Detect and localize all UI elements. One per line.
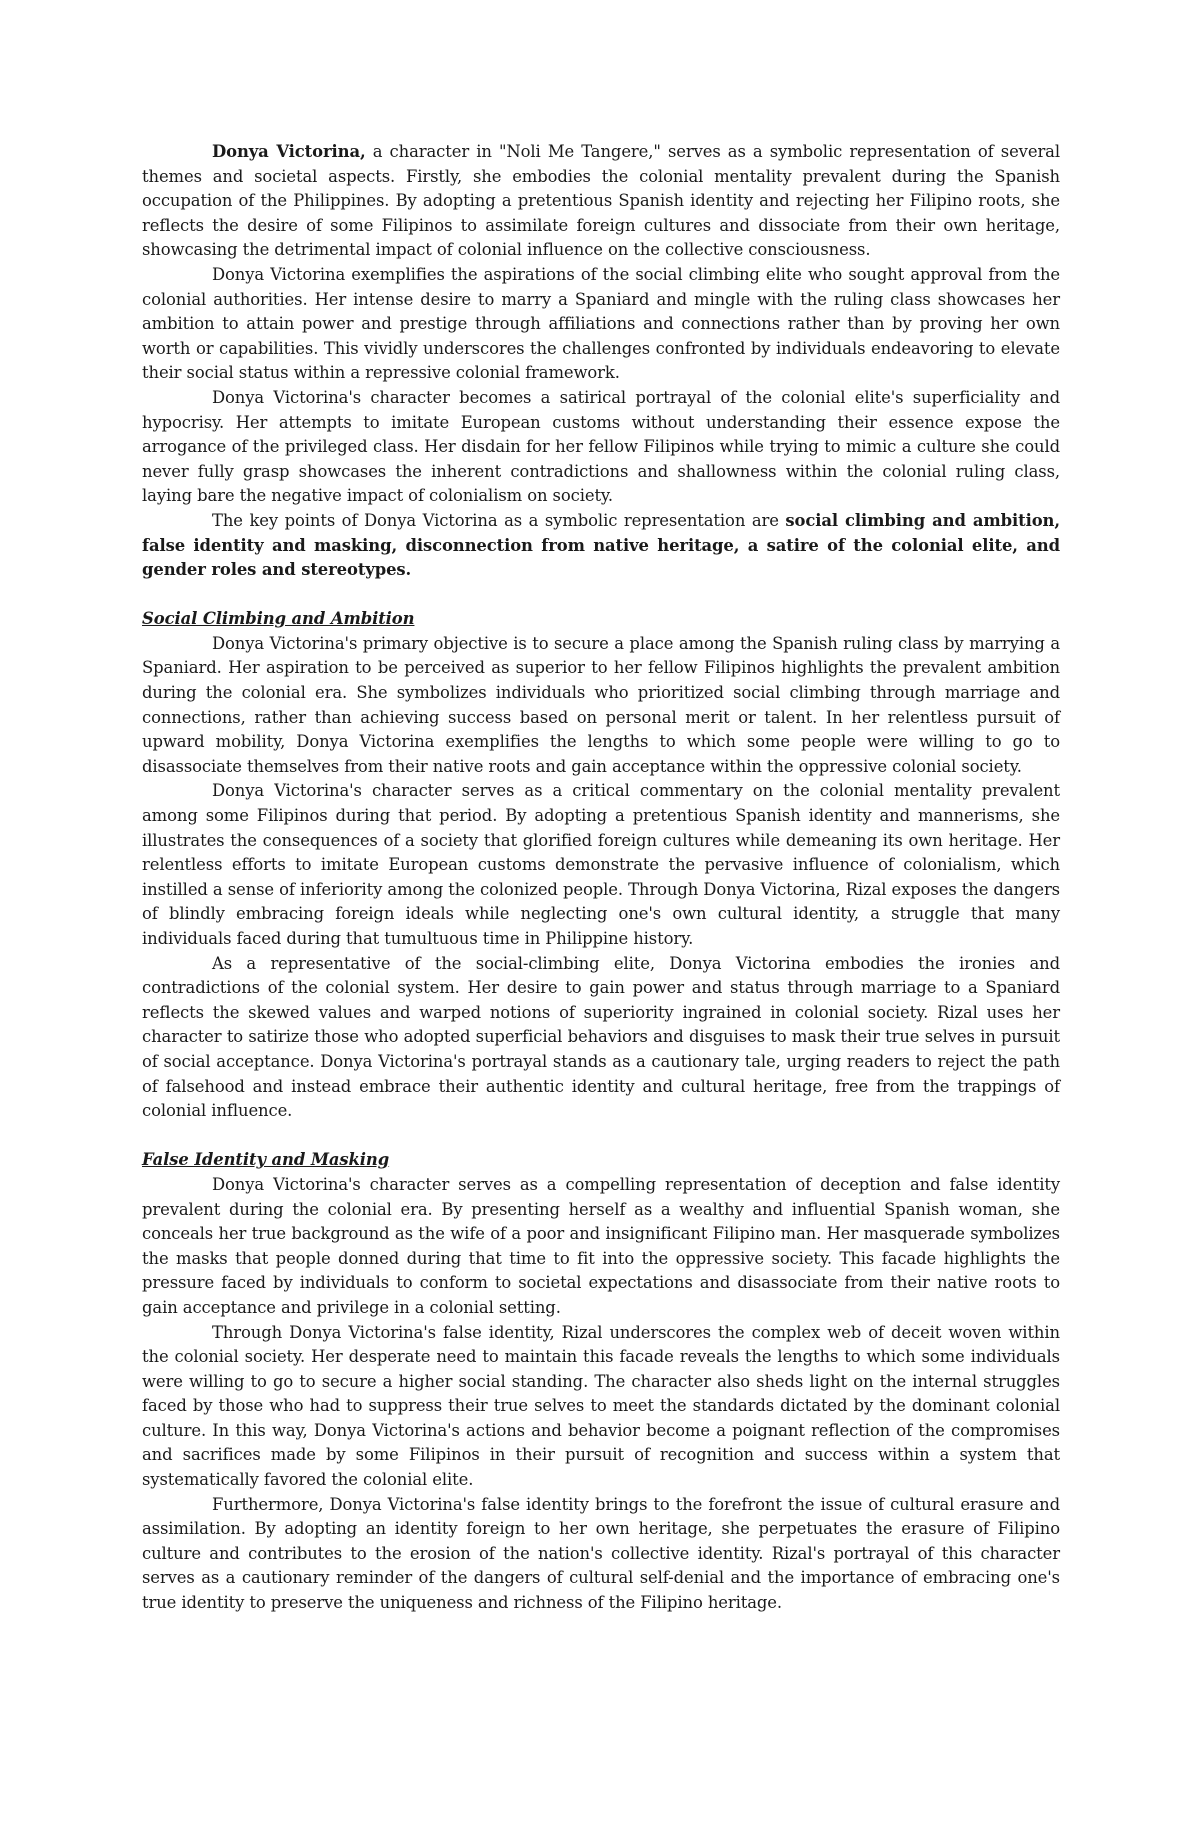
intro-paragraph-4-lead: The key points of Donya Victorina as a symbolic representation are	[212, 510, 786, 530]
section1-paragraph-2: Donya Victorina's character serves as a critical commentary on the colonial mentality prevalent among some Filipinos during that period. By adopting a pretentious Spanish identity and mannerisms, she illustrates the consequences of a society that glorified foreign cultures while demeaning its own heritage. Her relentless efforts to imitate European customs demonstrate the pervasive influence of colonialism, which instilled a sense of inferiority among the colonized people. Through Donya Victorina, Rizal exposes the dangers of blindly embracing foreign ideals while neglecting one's own cultural identity, a struggle that many individuals faced during that tumultuous time in Philippine history.	[142, 781, 1060, 948]
intro-bold-name: Donya Victorina,	[212, 142, 366, 161]
intro-paragraph-4	[142, 509, 1060, 583]
document-page	[142, 140, 1060, 1616]
section-heading-false-identity: False Identity and Masking	[142, 1150, 390, 1170]
section-heading-social-climbing: Social Climbing and Ambition	[142, 609, 415, 629]
section2-paragraph-1: Donya Victorina's character serves as a compelling representation of deception and false identity prevalent during the colonial era. By presenting herself as a wealthy and influential Spanish woman, she conceals her true background as the wife of a poor and insignificant Filipino man. Her masquerade symbolizes the masks that people donned during that time to fit into the oppressive society. This facade highlights the pressure faced by individuals to conform to societal expectations and disassociate from their native roots to gain acceptance and privilege in a colonial setting.	[142, 1174, 1060, 1317]
intro-paragraph-2: Donya Victorina exemplifies the aspirations of the social climbing elite who sought approval from the colonial authorities. Her intense desire to marry a Spaniard and mingle with the ruling class showcases her ambition to attain power and prestige through affiliations and connections rather than by proving her own worth or capabilities. This vividly underscores the challenges confronted by individuals endeavoring to elevate their social status within a repressive colonial framework.	[142, 264, 1060, 383]
intro-paragraph-3: Donya Victorina's character becomes a satirical portrayal of the colonial elite's superficiality and hypocrisy. Her attempts to imitate European customs without understanding their essence expose the arrogance of the privileged class. Her disdain for her fellow Filipinos while trying to mimic a culture she could never fully grasp showcases the inherent contradictions and shallowness within the colonial ruling class, laying bare the negative impact of colonialism on society.	[142, 387, 1060, 506]
intro-paragraph-1	[142, 140, 1060, 263]
section2-paragraph-3: Furthermore, Donya Victorina's false identity brings to the forefront the issue of cultural erasure and assimilation. By adopting an identity foreign to her own heritage, she perpetuates the erasure of Filipino culture and contributes to the erosion of the nation's collective identity. Rizal's portrayal of this character serves as a cautionary reminder of the dangers of cultural self-denial and the importance of embracing one's true identity to preserve the uniqueness and richness of the Filipino heritage.	[142, 1494, 1060, 1613]
section1-paragraph-1: Donya Victorina's primary objective is to secure a place among the Spanish ruling class by marrying a Spaniard. Her aspiration to be perceived as superior to her fellow Filipinos highlights the prevalent ambition during the colonial era. She symbolizes individuals who prioritized social climbing through marriage and connections, rather than achieving success based on personal merit or talent. In her relentless pursuit of upward mobility, Donya Victorina exemplifies the lengths to which some people were willing to go to disassociate themselves from their native roots and gain acceptance within the oppressive colonial society.	[142, 633, 1060, 776]
key-points-bold: social climbing and ambition, false identity and masking, disconnection from native heritage, a satire of the colonial elite, and gender roles and stereotypes.	[142, 510, 1060, 580]
section-social-climbing	[142, 607, 1060, 1123]
section-false-identity	[142, 1148, 1060, 1615]
section1-paragraph-3: As a representative of the social-climbing elite, Donya Victorina embodies the ironies and contradictions of the colonial system. Her desire to gain power and status through marriage to a Spaniard reflects the skewed values and warped notions of superiority ingrained in colonial society. Rizal uses her character to satirize those who adopted superficial behaviors and disguises to mask their true selves in pursuit of social acceptance. Donya Victorina's portrayal stands as a cautionary tale, urging readers to reject the path of falsehood and instead embrace their authentic identity and cultural heritage, free from the trappings of colonial influence.	[142, 953, 1060, 1121]
intro-paragraph-1-text: a character in "Noli Me Tangere," serves as a symbolic representation of several themes and societal aspects. Firstly, she embodies the colonial mentality prevalent during the Spanish occupation of the Philippines. By adopting a pretentious Spanish identity and rejecting her Filipino roots, she reflects the desire of some Filipinos to assimilate foreign cultures and dissociate from their own heritage, showcasing the detrimental impact of colonial influence on the collective consciousness.	[142, 142, 1060, 260]
section2-paragraph-2: Through Donya Victorina's false identity, Rizal underscores the complex web of deceit woven within the colonial society. Her desperate need to maintain this facade reveals the lengths to which some individuals were willing to go to secure a higher social standing. The character also sheds light on the internal struggles faced by those who had to suppress their true selves to meet the standards dictated by the dominant colonial culture. In this way, Donya Victorina's actions and behavior become a poignant reflection of the compromises and sacrifices made by some Filipinos in their pursuit of recognition and success within a system that systematically favored the colonial elite.	[142, 1322, 1060, 1490]
